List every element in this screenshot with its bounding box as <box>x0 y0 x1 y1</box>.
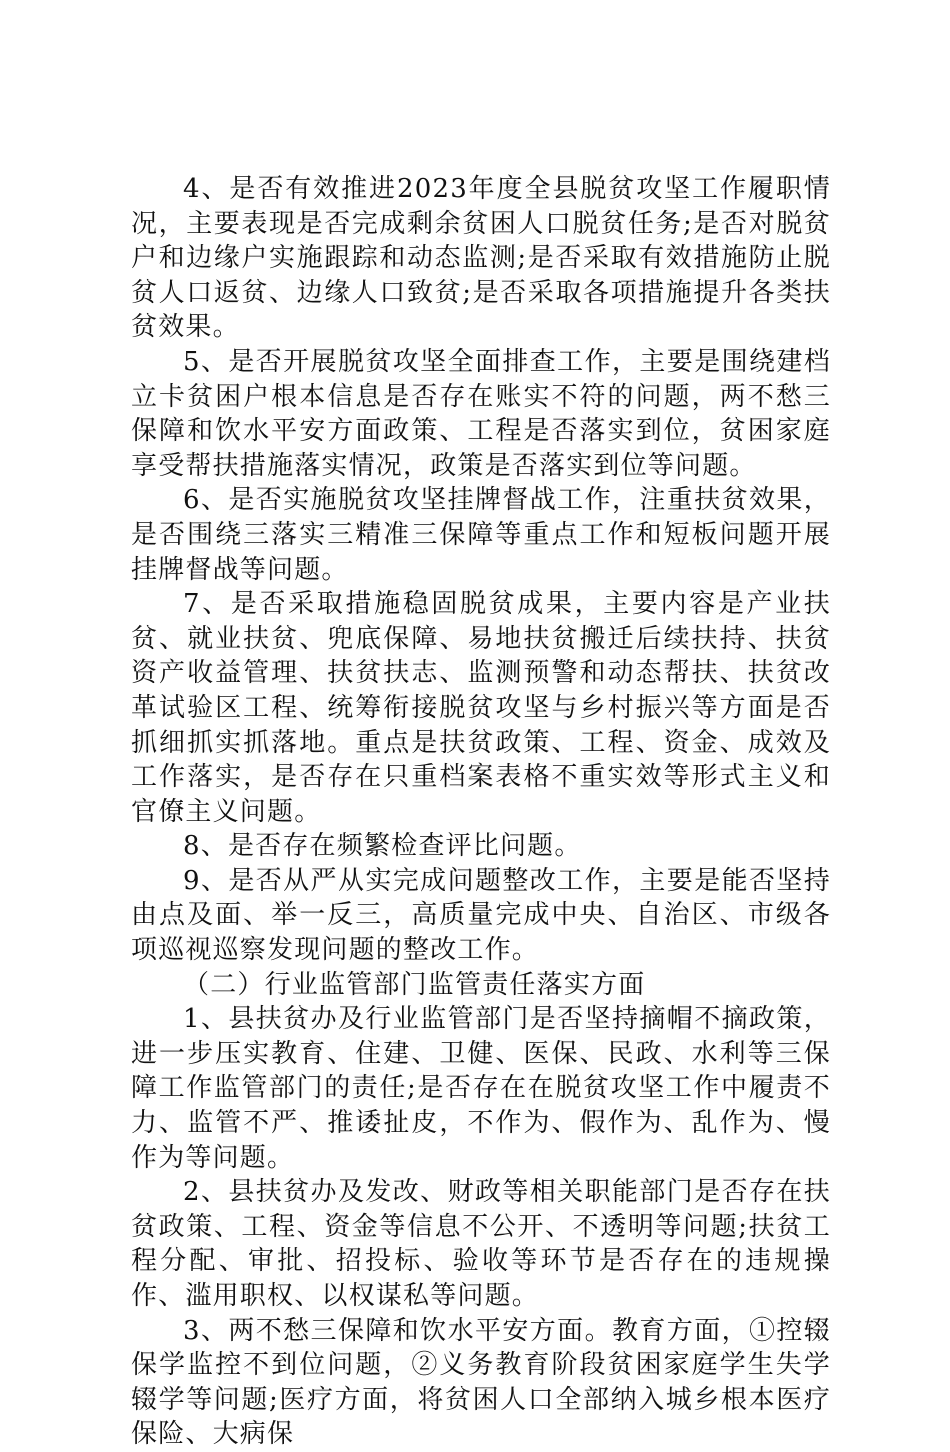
section-paragraph-3: 3、两不愁三保障和饮水平安方面。教育方面，①控辍保学监控不到位问题，②义务教育阶段贫困家庭学生失学辍学等问题;医疗方面，将贫困人口全部纳入城乡根本医疗保险、大病保 <box>131 1315 831 1450</box>
paragraph-item-8: 8、是否存在频繁检查评比问题。 <box>183 831 582 862</box>
paragraph-item-6: 6、是否实施脱贫攻坚挂牌督战工作，注重扶贫效果，是否围绕三落实三精准三保障等重点工作和短板问题开展挂牌督战等问题。 <box>131 485 831 585</box>
paragraph-item-5: 5、是否开展脱贫攻坚全面排查工作，主要是围绕建档立卡贫困户根本信息是否存在账实不符的问题，两不愁三保障和饮水平安方面政策、工程是否落实到位，贫困家庭享受帮扶措施落实情况，政策是否落实到位等问题。 <box>131 346 831 481</box>
section-paragraph-2: 2、县扶贫办及发改、财政等相关职能部门是否存在扶贫政策、工程、资金等信息不公开、不透明等问题;扶贫工程分配、审批、招投标、验收等环节是否存在的违规操作、滥用职权、以权谋私等问题。 <box>131 1177 831 1311</box>
section-heading: （二）行业监管部门监管责任落实方面 <box>183 969 646 1000</box>
paragraph-item-4: 4、是否有效推进2023年度全县脱贫攻坚工作履职情况，主要表现是否完成剩余贫困人口脱贫任务;是否对脱贫户和边缘户实施跟踪和动态监测;是否采取有效措施防止脱贫人口返贫、边缘人口致贫;是否采取各项措施提升各类扶贫效果。 <box>131 174 831 343</box>
document-body <box>131 172 831 1452</box>
paragraph-item-7: 7、是否采取措施稳固脱贫成果，主要内容是产业扶贫、就业扶贫、兜底保障、易地扶贫搬迁后续扶持、扶贫资产收益管理、扶贫扶志、监测预警和动态帮扶、扶贫改革试验区工程、统筹衔接脱贫攻坚与乡村振兴等方面是否抓细抓实抓落地。重点是扶贫政策、工程、资金、成效及工作落实，是否存在只重档案表格不重实效等形式主义和官僚主义问题。 <box>131 589 831 827</box>
section-paragraph-1: 1、县扶贫办及行业监管部门是否坚持摘帽不摘政策，进一步压实教育、住建、卫健、医保、民政、水利等三保障工作监管部门的责任;是否存在在脱贫攻坚工作中履责不力、监管不严、推诿扯皮，不作为、假作为、乱作为、慢作为等问题。 <box>131 1004 831 1173</box>
paragraph-item-9: 9、是否从严从实完成问题整改工作，主要是能否坚持由点及面、举一反三，高质量完成中央、自治区、市级各项巡视巡察发现问题的整改工作。 <box>131 865 831 966</box>
